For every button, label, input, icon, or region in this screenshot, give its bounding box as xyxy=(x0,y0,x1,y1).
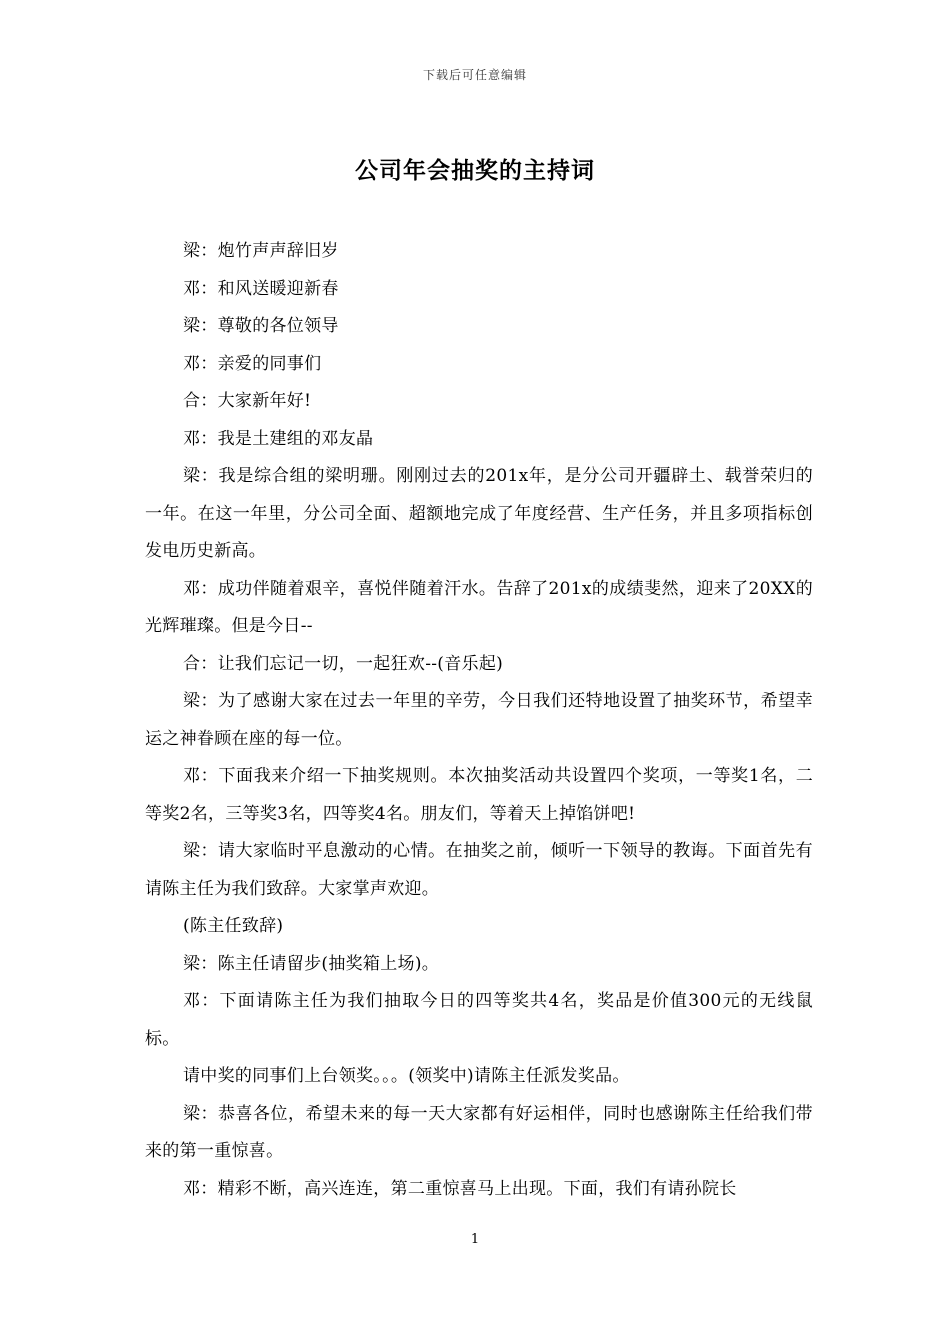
paragraph: 梁：陈主任请留步(抽奖箱上场)。 xyxy=(183,953,440,974)
paragraph: 梁：炮竹声声辞旧岁 xyxy=(183,241,339,261)
paragraph: 邓：我是土建组的邓友晶 xyxy=(183,428,374,449)
paragraph: 邓：和风送暖迎新春 xyxy=(183,278,339,299)
page-number: 1 xyxy=(470,1232,480,1247)
paragraph: 邓：精彩不断，高兴连连，第二重惊喜马上出现。下面，我们有请孙院长 xyxy=(183,1178,737,1199)
paragraph: 梁：恭喜各位，希望未来的每一天大家都有好运相伴，同时也感谢陈主任给我们带来的第一重惊喜。 xyxy=(145,1103,813,1161)
header-note: 下载后可任意编辑 xyxy=(422,68,527,82)
paragraph: 邓：下面请陈主任为我们抽取今日的四等奖共4名，奖品是价值300元的无线鼠标。 xyxy=(145,991,813,1049)
paragraph: 梁：尊敬的各位领导 xyxy=(183,316,339,336)
paragraph: 合：让我们忘记一切，一起狂欢--(音乐起) xyxy=(183,653,504,674)
paragraph: 邓：下面我来介绍一下抽奖规则。本次抽奖活动共设置四个奖项，一等奖1名，二等奖2名，三等奖3名，四等奖4名。朋友们，等着天上掉馅饼吧! xyxy=(145,766,813,824)
paragraph: 梁：我是综合组的梁明珊。刚刚过去的201x年，是分公司开疆辟土、载誉荣归的一年。在这一年里，分公司全面、超额地完成了年度经营、生产任务，并且多项指标创发电历史新高。 xyxy=(145,466,813,561)
document-title: 公司年会抽奖的主持词 xyxy=(355,158,595,184)
paragraph: 邓：成功伴随着艰辛，喜悦伴随着汗水。告辞了201x的成绩斐然，迎来了20XX的光辉璀璨。但是今日-- xyxy=(145,578,813,636)
document-body xyxy=(145,233,813,1208)
paragraph: 梁：请大家临时平息激动的心情。在抽奖之前，倾听一下领导的教诲。下面首先有请陈主任为我们致辞。大家掌声欢迎。 xyxy=(145,841,813,899)
paragraph: 梁：为了感谢大家在过去一年里的辛劳，今日我们还特地设置了抽奖环节，希望幸运之神眷顾在座的每一位。 xyxy=(145,691,813,749)
paragraph: 请中奖的同事们上台领奖。。。(领奖中)请陈主任派发奖品。 xyxy=(183,1066,630,1086)
paragraph: 邓：亲爱的同事们 xyxy=(183,353,322,374)
paragraph: (陈主任致辞) xyxy=(183,916,284,936)
paragraph: 合：大家新年好! xyxy=(183,391,312,411)
